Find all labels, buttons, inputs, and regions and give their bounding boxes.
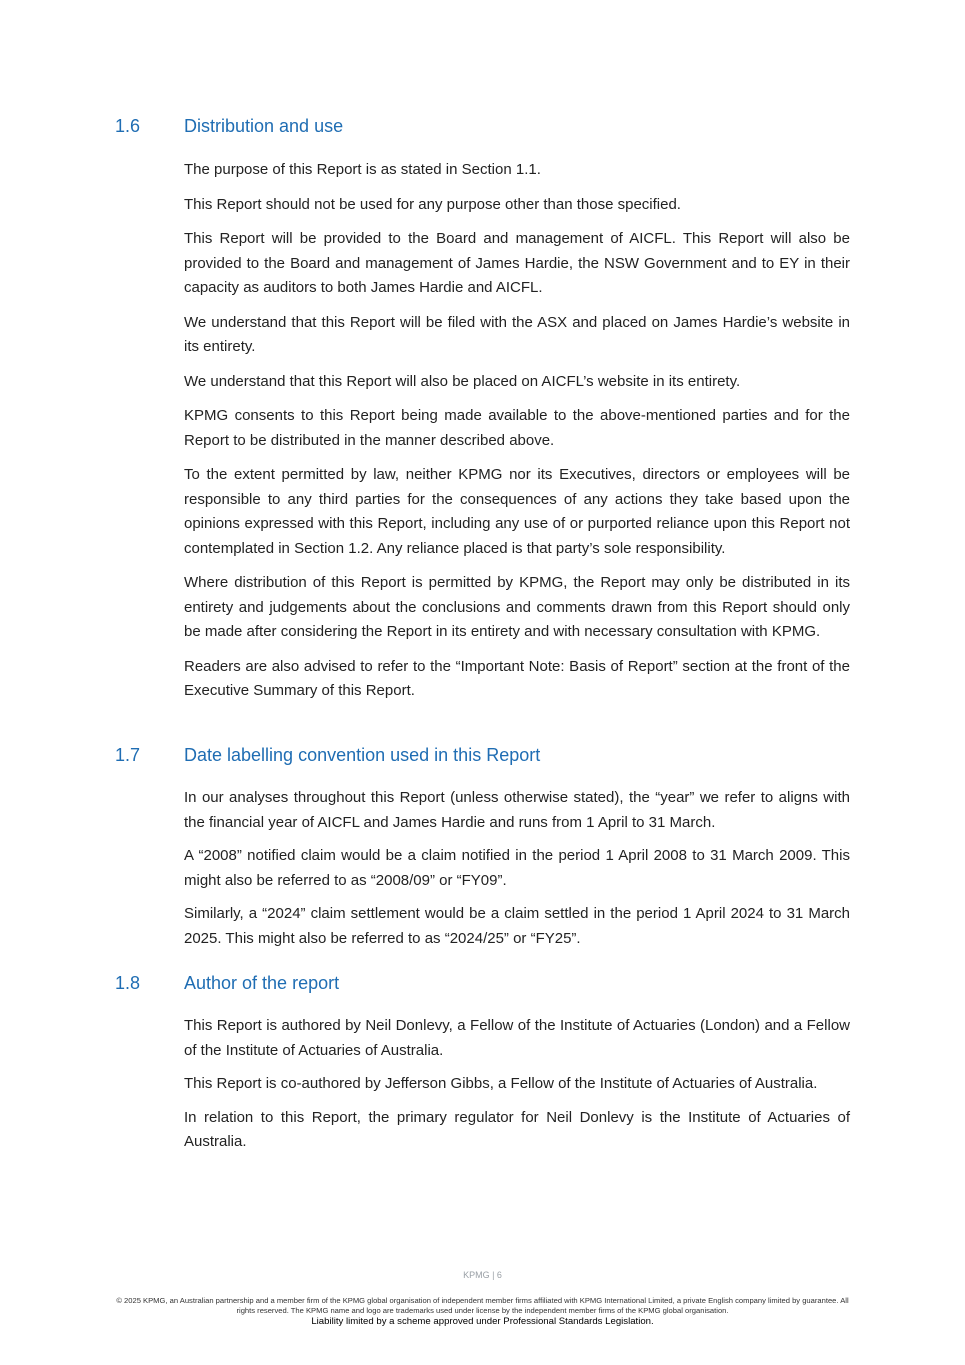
section-heading — [0, 745, 965, 769]
section-title: Author of the report — [184, 973, 340, 993]
copyright-notice: © 2025 KPMG, an Australian partnership and a member firm of the KPMG global organisation of independent member firms affiliated with KPMG International Limited, a private English company limited by guarantee. All rights reserved. The KPMG name and logo are trademarks used under license by the independent member firms of the KPMG global organisation. — [116, 1296, 849, 1315]
paragraph: We understand that this Report will also be placed on AICFL’s website in its entirety. — [184, 372, 741, 390]
section-heading — [0, 973, 965, 997]
paragraph: A “2008” notified claim would be a claim notified in the period 1 April 2008 to 31 March 2009. This might also be referred to as “2008/09” or “FY09”. — [184, 847, 850, 889]
paragraph: We understand that this Report will be filed with the ASX and placed on James Hardie’s website in its entirety. — [184, 313, 850, 355]
section-number: 1.6 — [115, 116, 141, 136]
section-1-7 — [0, 745, 965, 951]
paragraph: KPMG consents to this Report being made available to the above-mentioned parties and for the Report to be distributed in the manner described above. — [184, 407, 850, 449]
paragraph: The purpose of this Report is as stated in Section 1.1. — [184, 161, 541, 178]
section-1-8 — [0, 973, 965, 1155]
section-number: 1.8 — [115, 973, 141, 993]
paragraph: Similarly, a “2024” claim settlement would be a claim settled in the period 1 April 2024 to 31 March 2025. This might also be referred to as “2024/25” or “FY25”. — [184, 905, 850, 947]
section-heading — [0, 116, 965, 140]
paragraph: To the extent permitted by law, neither KPMG nor its Executives, directors or employees will be responsible to any third parties for the consequences of any actions they take based upon the opinions expressed with this Report, including any use of or purported reliance upon this Report not contemplated in Section 1.2. Any reliance placed is that party’s sole responsibility. — [184, 466, 850, 557]
liability-notice: Liability limited by a scheme approved under Professional Standards Legislation. — [311, 1316, 654, 1327]
page-number: KPMG | 6 — [463, 1270, 502, 1280]
paragraph: This Report is authored by Neil Donlevy, a Fellow of the Institute of Actuaries (London) and a Fellow of the Institute of Actuaries of Australia. — [184, 1017, 850, 1059]
paragraph: This Report will be provided to the Board and management of AICFL. This Report will also be provided to the Board and management of James Hardie, the NSW Government and to EY in their capacity as auditors to both James Hardie and AICFL. — [184, 230, 850, 296]
section-1-6 — [0, 116, 965, 704]
paragraph: Readers are also advised to refer to the “Important Note: Basis of Report” section at the front of the Executive Summary of this Report. — [184, 657, 850, 699]
paragraph: This Report should not be used for any purpose other than those specified. — [184, 195, 681, 213]
paragraph: In our analyses throughout this Report (unless otherwise stated), the “year” we refer to aligns with the financial year of AICFL and James Hardie and runs from 1 April to 31 March. — [184, 789, 850, 831]
section-title: Date labelling convention used in this Report — [184, 745, 541, 765]
section-number: 1.7 — [115, 745, 141, 765]
section-title: Distribution and use — [184, 116, 344, 136]
paragraph: In relation to this Report, the primary regulator for Neil Donlevy is the Institute of Actuaries of Australia. — [184, 1108, 850, 1150]
paragraph: Where distribution of this Report is permitted by KPMG, the Report may only be distributed in its entirety and judgements about the conclusions and comments drawn from this Report should only be made after considering the Report in its entirety and with necessary consultation with KPMG. — [184, 574, 850, 640]
paragraph: This Report is co-authored by Jefferson Gibbs, a Fellow of the Institute of Actuaries of Australia. — [184, 1075, 818, 1092]
